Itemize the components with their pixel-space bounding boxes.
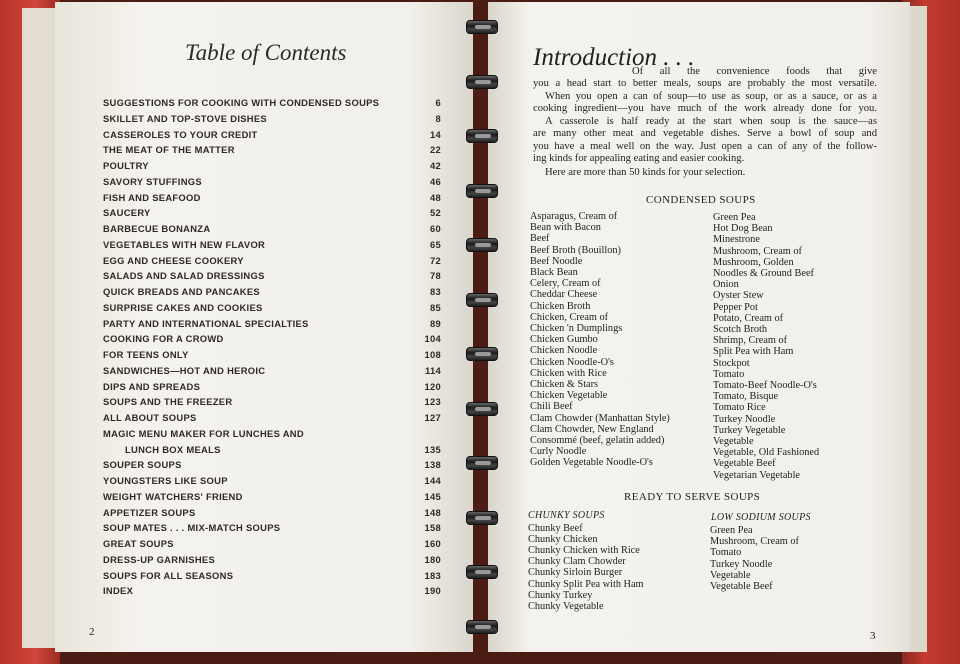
toc-entry-label: WEIGHT WATCHERS' FRIEND xyxy=(103,490,243,502)
toc-entry-page: 83 xyxy=(429,286,441,297)
toc-entry-label: SAVORY STUFFINGS xyxy=(103,175,202,187)
toc-entry xyxy=(103,365,441,377)
toc-entry-page: 135 xyxy=(424,443,441,455)
list-item: Chicken 'n Dumplings xyxy=(530,323,623,334)
list-item: Tomato Rice xyxy=(713,402,766,414)
toc-entry-label: SOUP MATES . . . MIX-MATCH SOUPS xyxy=(103,522,281,534)
list-item: Chicken Broth xyxy=(530,300,591,312)
toc-entry xyxy=(103,349,441,361)
toc-entry xyxy=(103,113,441,125)
toc-entry-label: SUGGESTIONS FOR COOKING WITH CONDENSED SOUPS xyxy=(103,97,380,108)
list-item: Chili Beef xyxy=(530,401,573,413)
toc-entry-page: 72 xyxy=(429,254,441,266)
toc-entry-label: SOUPER SOUPS xyxy=(103,459,182,471)
list-item: Clam Chowder (Manhattan Style) xyxy=(530,412,670,424)
list-item: Hot Dog Bean xyxy=(713,223,773,235)
toc-entry xyxy=(103,522,441,534)
list-item: Turkey Vegetable xyxy=(713,424,786,436)
spiral-coil xyxy=(466,293,498,307)
toc-entry-label: SOUPS FOR ALL SEASONS xyxy=(103,569,234,581)
toc-entry-label: ALL ABOUT SOUPS xyxy=(103,412,197,423)
toc-entry-page: 48 xyxy=(429,191,441,203)
toc-entry-label: SALADS AND SALAD DRESSINGS xyxy=(103,270,265,282)
list-item: Oyster Stew xyxy=(713,290,764,302)
list-item: Minestrone xyxy=(713,234,760,246)
toc-entry-label: LUNCH BOX MEALS xyxy=(125,443,221,455)
toc-entry-page: 85 xyxy=(429,301,441,313)
toc-entry-page: 65 xyxy=(429,238,441,250)
toc-entry-label: CASSEROLES TO YOUR CREDIT xyxy=(103,128,258,140)
toc-entry xyxy=(103,475,441,487)
toc-entry-label: INDEX xyxy=(103,585,134,597)
toc-entry xyxy=(103,444,441,456)
toc-entry-label: GREAT SOUPS xyxy=(103,538,174,549)
list-item: Tomato xyxy=(710,547,742,559)
list-item: Chunky Chicken xyxy=(528,534,598,546)
list-item: Chicken Gumbo xyxy=(530,334,598,346)
list-item: Bean with Bacon xyxy=(530,222,601,234)
spiral-coil xyxy=(466,565,498,579)
toc-entry xyxy=(103,129,441,141)
ready-heading: READY TO SERVE SOUPS xyxy=(624,491,761,503)
toc-entry-label: THE MEAT OF THE MATTER xyxy=(103,144,235,156)
list-item: Tomato, Bisque xyxy=(713,391,779,403)
toc-entry-label: BARBECUE BONANZA xyxy=(103,223,211,234)
toc-entry-page: 183 xyxy=(424,569,441,581)
list-item: Beef Broth (Bouillon) xyxy=(530,244,621,256)
toc-entry-label: FISH AND SEAFOOD xyxy=(103,191,201,203)
toc-entry xyxy=(103,207,441,219)
list-item: Vegetable xyxy=(710,569,751,581)
toc-entry-page: 114 xyxy=(424,364,441,376)
toc-entry-page: 148 xyxy=(424,506,441,518)
list-item: Vegetable xyxy=(713,436,754,447)
list-item: Golden Vegetable Noodle-O's xyxy=(530,457,653,469)
toc-entry xyxy=(103,302,441,314)
toc-entry xyxy=(103,538,441,550)
toc-entry xyxy=(103,239,441,251)
toc-entry-label: APPETIZER SOUPS xyxy=(103,506,196,518)
list-item: Shrimp, Cream of xyxy=(713,335,788,347)
list-item: Turkey Noodle xyxy=(710,558,773,570)
toc-entry-page: 52 xyxy=(429,207,441,219)
list-item: Chicken Noodle-O's xyxy=(530,356,614,368)
toc-entry xyxy=(103,554,441,566)
list-item: Scotch Broth xyxy=(713,324,768,335)
toc-entry-page: 138 xyxy=(424,459,441,471)
list-item: Clam Chowder, New England xyxy=(530,423,654,435)
list-item: Chicken & Stars xyxy=(530,379,599,390)
list-item: Mushroom, Cream of xyxy=(710,536,799,548)
list-item: Chunky Chicken with Rice xyxy=(528,545,640,557)
toc-entry-label: DRESS-UP GARNISHES xyxy=(103,553,216,565)
list-item: Chunky Split Pea with Ham xyxy=(528,578,644,590)
list-item: Black Bean xyxy=(530,267,578,278)
intro-line: ing kinds for appealing eating and easier cooking. xyxy=(533,153,745,164)
toc-entry-label: SAUCERY xyxy=(103,207,151,219)
intro-line: Here are more than 50 kinds for your selection. xyxy=(545,167,746,178)
toc-entry xyxy=(103,318,441,330)
toc-entry-page: 190 xyxy=(424,585,441,597)
list-item: Curly Noodle xyxy=(530,446,587,458)
toc-entry-page: 180 xyxy=(424,553,441,565)
toc-entry xyxy=(103,160,441,172)
list-item: Onion xyxy=(713,279,739,291)
toc-entry-page: 89 xyxy=(429,317,441,329)
spiral-coil xyxy=(466,129,498,143)
toc-entry-page: 120 xyxy=(424,380,441,392)
list-item: Chunky Beef xyxy=(528,523,583,534)
toc-entry-label: COOKING FOR A CROWD xyxy=(103,333,224,345)
toc-entry xyxy=(103,255,441,267)
toc-entry-page: 144 xyxy=(424,475,441,486)
toc-entry xyxy=(103,428,441,440)
list-item: Chunky Turkey xyxy=(528,589,593,601)
list-item: Chicken, Cream of xyxy=(530,311,609,323)
toc-entry xyxy=(103,144,441,156)
list-item: Tomato-Beef Noodle-O's xyxy=(713,380,817,391)
toc-title: Table of Contents xyxy=(185,40,347,65)
toc-entry-page: 22 xyxy=(429,144,441,156)
list-item: Stockpot xyxy=(713,357,750,369)
list-item: Chicken with Rice xyxy=(530,367,607,379)
toc-entry-page: 78 xyxy=(429,270,441,282)
list-item: Vegetable, Old Fashioned xyxy=(713,447,820,459)
toc-entry-label: DIPS AND SPREADS xyxy=(103,380,201,392)
spiral-coil xyxy=(466,402,498,416)
toc-entry-page: 60 xyxy=(429,223,441,234)
toc-entry-page: 14 xyxy=(429,128,441,140)
list-item: Chunky Vegetable xyxy=(528,600,604,612)
condensed-heading: CONDENSED SOUPS xyxy=(646,194,756,206)
list-item: Split Pea with Ham xyxy=(713,346,794,358)
intro-line: are many other meat and vegetable dishes. Serve a bowl of soup and xyxy=(533,128,877,139)
intro-line: cooking ingredient—you have much of the work already done for you. xyxy=(533,103,877,114)
intro-line: When you open a can of soup—to use as soup, or as a sauce, or as a xyxy=(545,91,877,102)
list-item: Asparagus, Cream of xyxy=(530,211,618,222)
list-item: Turkey Noodle xyxy=(713,413,776,425)
toc-entry-page: 145 xyxy=(424,490,441,502)
toc-entry xyxy=(103,459,441,471)
chunky-heading: CHUNKY SOUPS xyxy=(528,510,605,521)
list-item: Consommé (beef, gelatin added) xyxy=(530,435,665,446)
toc-entry-page: 42 xyxy=(429,160,441,171)
toc-entry-page: 123 xyxy=(424,396,441,408)
spiral-coil xyxy=(466,75,498,89)
list-item: Chicken Noodle xyxy=(530,345,598,357)
toc-entry xyxy=(103,491,441,503)
spiral-coil xyxy=(466,184,498,198)
low-sodium-heading: LOW SODIUM SOUPS xyxy=(711,512,811,523)
list-item: Noodles & Ground Beef xyxy=(713,268,814,279)
spiral-coil xyxy=(466,456,498,470)
intro-line: you a head start to better meals, soups are probably the most versatile. xyxy=(533,78,877,89)
spiral-coil xyxy=(466,511,498,525)
toc-entry-label: MAGIC MENU MAKER FOR LUNCHES AND xyxy=(103,427,304,439)
toc-entry-label: EGG AND CHEESE COOKERY xyxy=(103,254,244,266)
toc-entry xyxy=(103,97,441,109)
toc-entry xyxy=(103,412,441,424)
list-item: Tomato xyxy=(713,368,745,380)
spiral-coil xyxy=(466,20,498,34)
toc-entry xyxy=(103,585,441,597)
toc-entry-label: QUICK BREADS AND PANCAKES xyxy=(103,286,260,297)
toc-entry-page: 8 xyxy=(435,112,441,124)
toc-entry-label: FOR TEENS ONLY xyxy=(103,349,189,360)
toc-entry xyxy=(103,570,441,582)
page-number-left: 2 xyxy=(89,626,95,638)
list-item: Vegetable Beef xyxy=(713,458,776,470)
list-item: Celery, Cream of xyxy=(530,278,601,290)
toc-entry xyxy=(103,223,441,235)
toc-entry-label: POULTRY xyxy=(103,160,149,171)
list-item: Green Pea xyxy=(713,212,756,223)
intro-line: Of all the convenience foods that give xyxy=(632,66,877,77)
toc-entry-page: 108 xyxy=(424,349,441,360)
list-item: Pepper Pot xyxy=(713,301,758,313)
toc-entry xyxy=(103,507,441,519)
toc-entry-label: VEGETABLES WITH NEW FLAVOR xyxy=(103,238,266,250)
spiral-binding xyxy=(462,0,502,664)
list-item: Mushroom, Cream of xyxy=(713,245,802,257)
toc-entry-page: 127 xyxy=(424,412,441,423)
toc-entry xyxy=(103,333,441,345)
toc-entry-label: YOUNGSTERS LIKE SOUP xyxy=(103,475,228,486)
toc-entry xyxy=(103,176,441,188)
list-item: Beef Noodle xyxy=(530,255,583,267)
toc-entry xyxy=(103,396,441,408)
toc-entry-page: 158 xyxy=(424,522,441,534)
toc-entry-label: SANDWICHES—HOT AND HEROIC xyxy=(103,364,266,376)
list-item: Chicken Vegetable xyxy=(530,390,608,402)
intro-heading: Introduction . . . xyxy=(533,44,695,71)
toc-entry xyxy=(103,286,441,298)
toc-entry-label: SKILLET AND TOP-STOVE DISHES xyxy=(103,112,267,124)
list-item: Vegetable Beef xyxy=(710,581,773,592)
toc-entry xyxy=(103,381,441,393)
toc-entry-label: SURPRISE CAKES AND COOKIES xyxy=(103,301,263,313)
toc-entry-label: PARTY AND INTERNATIONAL SPECIALTIES xyxy=(103,317,309,329)
list-item: Chunky Sirloin Burger xyxy=(528,567,623,579)
toc-entry-page: 6 xyxy=(435,97,441,108)
intro-line: A casserole is half ready at the start when soup is the sauce—as xyxy=(545,116,877,127)
list-item: Mushroom, Golden xyxy=(713,256,794,268)
intro-line: you have a meal well on the way. Just open a can of any of the follow- xyxy=(533,141,877,152)
toc-entry-page: 104 xyxy=(424,333,441,345)
spiral-coil xyxy=(466,620,498,634)
page-number-right: 3 xyxy=(870,630,876,642)
toc-entry xyxy=(103,192,441,204)
list-item: Cheddar Cheese xyxy=(530,289,598,301)
list-item: Vegetarian Vegetable xyxy=(713,469,801,481)
spiral-coil xyxy=(466,238,498,252)
toc-entry xyxy=(103,270,441,282)
toc-entry-label: SOUPS AND THE FREEZER xyxy=(103,396,233,408)
list-item: Beef xyxy=(530,233,550,245)
list-item: Green Pea xyxy=(710,525,753,536)
spiral-coil xyxy=(466,347,498,361)
toc-entry-page: 46 xyxy=(429,175,441,187)
toc-entry-page: 160 xyxy=(424,538,441,549)
list-item: Potato, Cream of xyxy=(713,312,784,324)
list-item: Chunky Clam Chowder xyxy=(528,556,626,568)
